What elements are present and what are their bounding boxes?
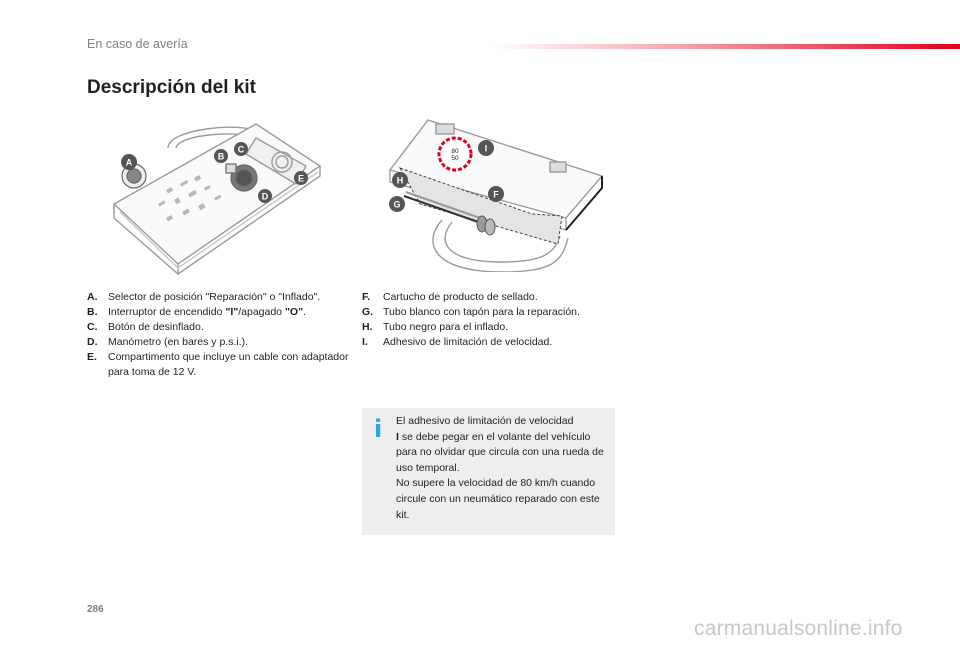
- info-box: [362, 408, 615, 535]
- legend-key: I.: [362, 336, 368, 348]
- legend-key: D.: [87, 336, 98, 348]
- callout-label: B: [217, 151, 225, 162]
- legend-right: [362, 290, 624, 350]
- legend-text: Botón de desinflado.: [108, 321, 204, 333]
- info-line-3: No supere la velocidad de 80 km/h cuando circule con un neumático reparado con este kit.: [396, 477, 600, 521]
- legend-text-bold: "O": [284, 306, 304, 318]
- speed-sticker-bottom: 50: [451, 155, 459, 162]
- legend-key: C.: [87, 321, 98, 333]
- legend-left: [87, 290, 349, 380]
- callout-label: D: [261, 191, 269, 202]
- info-icon: i: [374, 415, 383, 443]
- legend-text: [108, 305, 349, 320]
- info-bold-label: I: [396, 430, 399, 443]
- legend-key: G.: [362, 306, 374, 318]
- watermark: carmanualsonline.info: [694, 617, 903, 640]
- legend-item-b: [87, 305, 349, 320]
- callout-label: E: [297, 173, 305, 184]
- info-text: [396, 414, 610, 523]
- speed-sticker-top: 80: [451, 148, 459, 155]
- legend-text-part: .: [303, 306, 306, 318]
- legend-text: Manómetro (en bares y p.s.i.).: [108, 336, 249, 348]
- legend-text: Compartimento que incluye un cable con adaptador para toma de 12 V.: [108, 351, 349, 378]
- kit-compressor-illustration: [106, 118, 331, 276]
- callout-label: A: [125, 157, 133, 168]
- legend-text-bold: "I": [225, 306, 239, 318]
- section-header: En caso de avería: [87, 37, 188, 51]
- legend-text: Tubo negro para el inflado.: [383, 321, 509, 333]
- legend-text: Selector de posición "Reparación" o "Inflado".: [108, 291, 321, 303]
- legend-key: A.: [87, 291, 98, 303]
- legend-key: E.: [87, 351, 97, 363]
- legend-item-a: [87, 290, 349, 305]
- callout-label: C: [237, 144, 245, 155]
- info-line-2: se debe pegar en el volante del vehículo para no olvidar que circula con una rueda de uso temporal.: [396, 430, 604, 474]
- legend-text: Tubo blanco con tapón para la reparación.: [383, 306, 580, 318]
- legend-text-part: Interruptor de encendido: [108, 306, 226, 318]
- callout-label: H: [396, 175, 404, 186]
- callout-label: G: [393, 199, 401, 210]
- callout-label: F: [493, 189, 499, 200]
- header-accent-line: [490, 44, 960, 49]
- info-line-1: El adhesivo de limitación de velocidad: [396, 415, 574, 427]
- page-title: Descripción del kit: [87, 77, 256, 98]
- legend-key: B.: [87, 306, 98, 318]
- legend-item-h: [362, 320, 624, 335]
- legend-text: Adhesivo de limitación de velocidad.: [383, 336, 553, 348]
- legend-item-i: [362, 335, 624, 350]
- legend-item-e: [87, 350, 349, 380]
- legend-text: Cartucho de producto de sellado.: [383, 291, 538, 303]
- legend-text-part: /apagado: [238, 306, 285, 318]
- legend-item-c: [87, 320, 349, 335]
- legend-item-d: [87, 335, 349, 350]
- legend-key: F.: [362, 291, 371, 303]
- legend-item-g: [362, 305, 624, 320]
- page-number: 286: [87, 604, 104, 615]
- legend-item-f: [362, 290, 624, 305]
- kit-underside-illustration: [382, 112, 610, 272]
- legend-key: H.: [362, 321, 373, 333]
- callout-label: I: [484, 143, 488, 154]
